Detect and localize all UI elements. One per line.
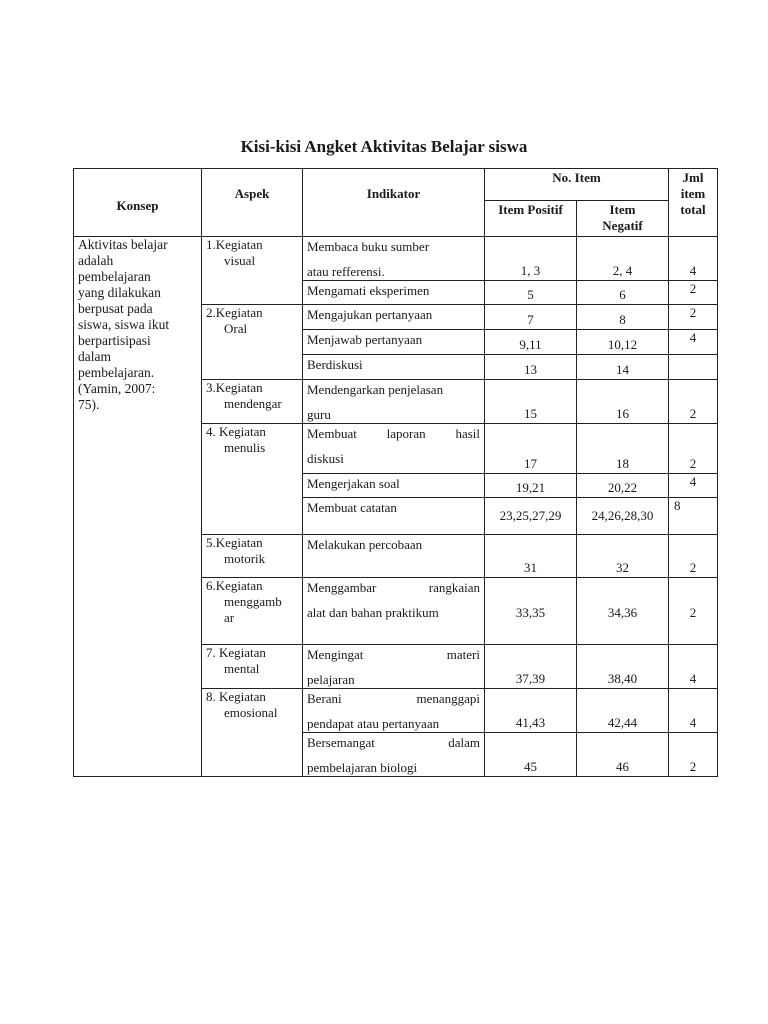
indikator-text: Membuat catatan xyxy=(307,500,397,515)
aspek-cell-mental xyxy=(202,645,303,689)
item-negatif-cell: 42,44 xyxy=(577,689,669,733)
item-positif-cell: 5 xyxy=(485,281,577,305)
aspek-cell-menggambar xyxy=(202,578,303,645)
indikator-cell xyxy=(303,535,485,578)
header-jml-line: Jml xyxy=(682,170,704,185)
aspek-cell-visual xyxy=(202,237,303,305)
aspek-cell-mendengar xyxy=(202,380,303,424)
indikator-text: Mendengarkan penjelasan xyxy=(307,382,444,397)
indikator-text: Melakukan percobaan xyxy=(307,537,423,552)
indikator-cell xyxy=(303,498,485,535)
header-item-negatif xyxy=(577,201,669,237)
header-konsep: Konsep xyxy=(74,169,202,237)
aspek-cell-motorik xyxy=(202,535,303,578)
item-positif-cell: 9,11 xyxy=(485,330,577,355)
aspek-sub-label: mendengar xyxy=(224,396,282,411)
konsep-line: siswa, siswa ikut xyxy=(78,317,170,332)
table-row xyxy=(74,237,718,281)
jml-cell: 2 xyxy=(669,305,718,330)
konsep-cell xyxy=(74,237,202,777)
jml-cell: 2 xyxy=(669,535,718,578)
indikator-cell xyxy=(303,305,485,330)
item-positif-cell: 37,39 xyxy=(485,645,577,689)
jml-cell: 2 xyxy=(669,578,718,645)
item-positif-cell: 23,25,27,29 xyxy=(485,498,577,535)
indikator-cell xyxy=(303,424,485,474)
item-negatif-cell: 24,26,28,30 xyxy=(577,498,669,535)
aspek-sub-label: menggamb xyxy=(224,594,282,609)
item-negatif-cell: 20,22 xyxy=(577,474,669,498)
jml-cell: 2 xyxy=(669,281,718,305)
indikator-text: Menggambar rangkaian xyxy=(307,580,480,595)
item-negatif-cell: 18 xyxy=(577,424,669,474)
indikator-text: Mengajukan pertanyaan xyxy=(307,307,433,322)
konsep-line: (Yamin, 2007: xyxy=(78,381,156,396)
item-positif-cell: 17 xyxy=(485,424,577,474)
konsep-line: pembelajaran xyxy=(78,269,151,284)
aspek-sub-label: Oral xyxy=(224,321,248,336)
aspek-cell-menulis xyxy=(202,424,303,535)
indikator-text-2: guru xyxy=(307,407,331,422)
indikator-cell xyxy=(303,330,485,355)
jml-cell: 4 xyxy=(669,645,718,689)
indikator-text: Menjawab pertanyaan xyxy=(307,332,423,347)
item-negatif-cell: 14 xyxy=(577,355,669,380)
aspek-label: 1.Kegiatan xyxy=(206,237,263,252)
header-indikator: Indikator xyxy=(303,169,485,237)
item-negatif-cell: 38,40 xyxy=(577,645,669,689)
header-total-line: total xyxy=(680,202,706,217)
kisi-kisi-table xyxy=(73,168,718,777)
konsep-line: yang dilakukan xyxy=(78,285,161,300)
konsep-line: 75). xyxy=(78,397,100,412)
konsep-line: pembelajaran. xyxy=(78,365,155,380)
indikator-cell xyxy=(303,474,485,498)
aspek-label: 4. Kegiatan xyxy=(206,424,266,439)
konsep-line: berpartisipasi xyxy=(78,333,151,348)
aspek-sub-label-2: ar xyxy=(224,610,235,625)
item-negatif-cell: 2, 4 xyxy=(577,237,669,281)
aspek-label: 7. Kegiatan xyxy=(206,645,266,660)
aspek-sub-label: visual xyxy=(224,253,256,268)
header-item-positif: Item Positif xyxy=(485,201,577,237)
indikator-cell xyxy=(303,645,485,689)
indikator-cell xyxy=(303,237,485,281)
aspek-cell-oral xyxy=(202,305,303,380)
indikator-text-2: alat dan bahan praktikum xyxy=(307,605,439,620)
header-item-line: item xyxy=(680,186,706,201)
indikator-text-2: pendapat atau pertanyaan xyxy=(307,716,440,731)
indikator-text: Mengerjakan soal xyxy=(307,476,400,491)
header-aspek: Aspek xyxy=(202,169,303,237)
item-negatif-cell: 34,36 xyxy=(577,578,669,645)
item-positif-cell: 15 xyxy=(485,380,577,424)
item-positif-cell: 19,21 xyxy=(485,474,577,498)
indikator-text: Membaca buku sumber xyxy=(307,239,430,254)
indikator-cell xyxy=(303,281,485,305)
document-title: Kisi-kisi Angket Aktivitas Belajar siswa xyxy=(240,137,528,156)
jml-cell: 4 xyxy=(669,474,718,498)
aspek-label: 6.Kegiatan xyxy=(206,578,263,593)
header-negatif-line-1: Item xyxy=(609,202,636,217)
indikator-cell xyxy=(303,355,485,380)
indikator-text-2: diskusi xyxy=(307,451,344,466)
jml-cell: 8 xyxy=(669,498,718,535)
item-positif-cell: 31 xyxy=(485,535,577,578)
aspek-label: 8. Kegiatan xyxy=(206,689,266,704)
indikator-text-2: pelajaran xyxy=(307,672,355,687)
indikator-text-2: atau refferensi. xyxy=(307,264,385,279)
indikator-text: Mengingat materi xyxy=(307,647,480,662)
konsep-line: dalam xyxy=(78,349,111,364)
item-positif-cell: 41,43 xyxy=(485,689,577,733)
indikator-text: Mengamati eksperimen xyxy=(307,283,430,298)
header-jml-item-total xyxy=(669,169,718,237)
item-positif-cell: 33,35 xyxy=(485,578,577,645)
item-negatif-cell: 32 xyxy=(577,535,669,578)
jml-cell: 2 xyxy=(669,733,718,777)
aspek-label: 5.Kegiatan xyxy=(206,535,263,550)
indikator-text: Bersemangat dalam xyxy=(307,735,480,750)
indikator-text: Berani menanggapi xyxy=(307,691,480,706)
item-negatif-cell: 6 xyxy=(577,281,669,305)
indikator-text: Berdiskusi xyxy=(307,357,363,372)
jml-cell: 2 xyxy=(669,424,718,474)
item-negatif-cell: 10,12 xyxy=(577,330,669,355)
jml-cell: 4 xyxy=(669,330,718,355)
item-negatif-cell: 46 xyxy=(577,733,669,777)
konsep-line: adalah xyxy=(78,253,114,268)
item-positif-cell: 45 xyxy=(485,733,577,777)
jml-cell xyxy=(669,355,718,380)
item-negatif-cell: 8 xyxy=(577,305,669,330)
aspek-label: 3.Kegiatan xyxy=(206,380,263,395)
aspek-sub-label: motorik xyxy=(224,551,266,566)
konsep-line: Aktivitas belajar xyxy=(78,237,168,252)
indikator-text: Membuat laporan hasil xyxy=(307,426,480,441)
aspek-cell-emosional xyxy=(202,689,303,777)
item-negatif-cell: 16 xyxy=(577,380,669,424)
item-positif-cell: 7 xyxy=(485,305,577,330)
indikator-cell xyxy=(303,578,485,645)
jml-cell: 4 xyxy=(669,689,718,733)
indikator-cell xyxy=(303,380,485,424)
aspek-sub-label: menulis xyxy=(224,440,266,455)
aspek-sub-label: mental xyxy=(224,661,260,676)
jml-cell: 2 xyxy=(669,380,718,424)
indikator-cell xyxy=(303,733,485,777)
jml-cell: 4 xyxy=(669,237,718,281)
indikator-text-2: pembelajaran biologi xyxy=(307,760,418,775)
header-negatif-line-2: Negatif xyxy=(602,218,643,233)
item-positif-cell: 1, 3 xyxy=(485,237,577,281)
header-row xyxy=(74,169,718,201)
header-no-item: No. Item xyxy=(485,169,669,201)
aspek-label: 2.Kegiatan xyxy=(206,305,263,320)
konsep-line: berpusat pada xyxy=(78,301,153,316)
aspek-sub-label: emosional xyxy=(224,705,278,720)
indikator-cell xyxy=(303,689,485,733)
item-positif-cell: 13 xyxy=(485,355,577,380)
